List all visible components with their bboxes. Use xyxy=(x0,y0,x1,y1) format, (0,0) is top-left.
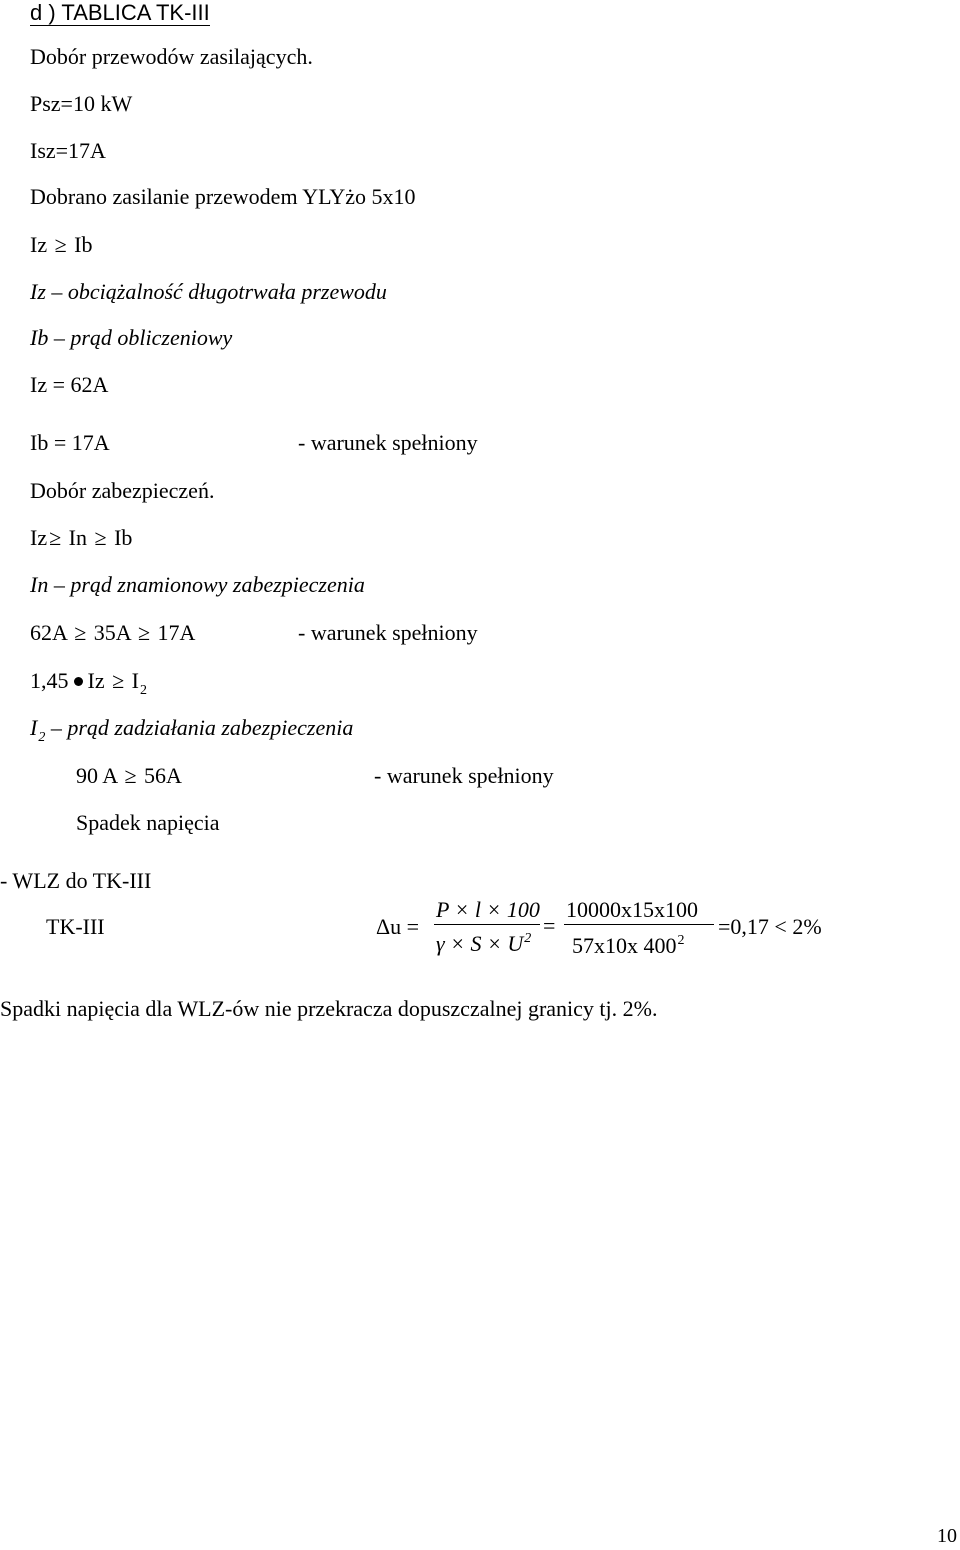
fraction-bar-symbolic xyxy=(434,924,540,925)
formula-numerator-symbolic: P × l × 100 xyxy=(436,897,540,922)
gte-symbol: ≥ xyxy=(137,620,151,645)
gte-symbol: ≥ xyxy=(112,668,125,693)
section-heading: d ) TABLICA TK-III xyxy=(30,0,210,25)
definition-in: In – prąd znamionowy zabezpieczenia xyxy=(30,572,365,597)
den-val-exponent: 2 xyxy=(677,933,685,948)
cond2-b: In xyxy=(68,525,87,550)
condition-ok-1: - warunek spełniony xyxy=(298,430,478,455)
def-i2-subscript: 2 xyxy=(38,730,46,745)
conclusion-text: Spadki napięcia dla WLZ-ów nie przekracza dopuszczalnej granicy tj. 2%. xyxy=(0,996,658,1021)
fraction-bar-values xyxy=(564,924,714,925)
cond1-right: Ib xyxy=(74,232,93,257)
cond1-left: Iz xyxy=(30,232,48,257)
bullet-icon xyxy=(74,677,83,686)
cond3v-b: 56A xyxy=(144,763,182,788)
cond3-b: Iz xyxy=(87,668,105,693)
definition-iz: Iz – obciążalność długotrwała przewodu xyxy=(30,279,387,304)
formula-numerator-values: 10000x15x100 xyxy=(566,897,698,922)
formula-denominator-values xyxy=(572,935,685,957)
gte-symbol: ≥ xyxy=(54,232,67,257)
def-i2-rest: – prąd zadziałania zabezpieczenia xyxy=(45,715,354,740)
gte-symbol: ≥ xyxy=(49,525,62,550)
cond3-c: I xyxy=(131,668,139,693)
condition-ok-3: - warunek spełniony xyxy=(374,763,554,788)
formula-denominator-symbolic xyxy=(436,933,531,955)
condition-ok-2: - warunek spełniony xyxy=(298,620,478,645)
cond2v-c: 17A xyxy=(157,620,196,645)
page-number: 10 xyxy=(937,1525,957,1547)
wlz-title: - WLZ do TK-III xyxy=(0,868,152,893)
voltage-drop-title: Spadek napięcia xyxy=(76,810,220,835)
cond3-a: 1,45 xyxy=(30,668,69,693)
cond3v-a: 90 A xyxy=(76,763,117,788)
den-sym-base: γ × S × U xyxy=(436,931,524,956)
condition-iz-in-ib xyxy=(30,527,132,549)
cond2v-a: 62A xyxy=(30,620,67,645)
condition-i2 xyxy=(30,668,147,698)
gte-symbol: ≥ xyxy=(94,525,107,550)
cond3-c-subscript: 2 xyxy=(140,683,147,698)
iz-value: Iz = 62A xyxy=(30,372,109,397)
protection-title: Dobór zabezpieczeń. xyxy=(30,478,215,503)
definition-i2 xyxy=(30,715,354,745)
isz-value: Isz=17A xyxy=(30,138,106,163)
den-sym-exponent: 2 xyxy=(524,931,532,946)
condition-values-2 xyxy=(30,622,195,644)
gte-symbol: ≥ xyxy=(74,620,87,645)
psz-value: Psz=10 kW xyxy=(30,91,133,116)
definition-ib: Ib – prąd obliczeniowy xyxy=(30,325,233,350)
cond2v-b: 35A xyxy=(93,620,131,645)
ib-value: Ib = 17A xyxy=(30,430,110,455)
formula-lhs: Δu = xyxy=(376,914,420,939)
condition-iz-ib xyxy=(30,234,93,256)
def-i2-main: I xyxy=(30,715,38,740)
condition-values-3 xyxy=(76,765,182,787)
den-val-base: 57x10x 400 xyxy=(572,933,677,958)
cable-selection: Dobrano zasilanie przewodem YLYżo 5x10 xyxy=(30,184,416,209)
tk-label: TK-III xyxy=(46,914,105,939)
gte-symbol: ≥ xyxy=(124,763,137,788)
intro-text: Dobór przewodów zasilających. xyxy=(30,44,313,69)
formula-result: =0,17 < 2% xyxy=(718,914,822,939)
cond2-c: Ib xyxy=(114,525,133,550)
cond2-a: Iz xyxy=(30,525,48,550)
formula-equals: = xyxy=(543,913,556,938)
